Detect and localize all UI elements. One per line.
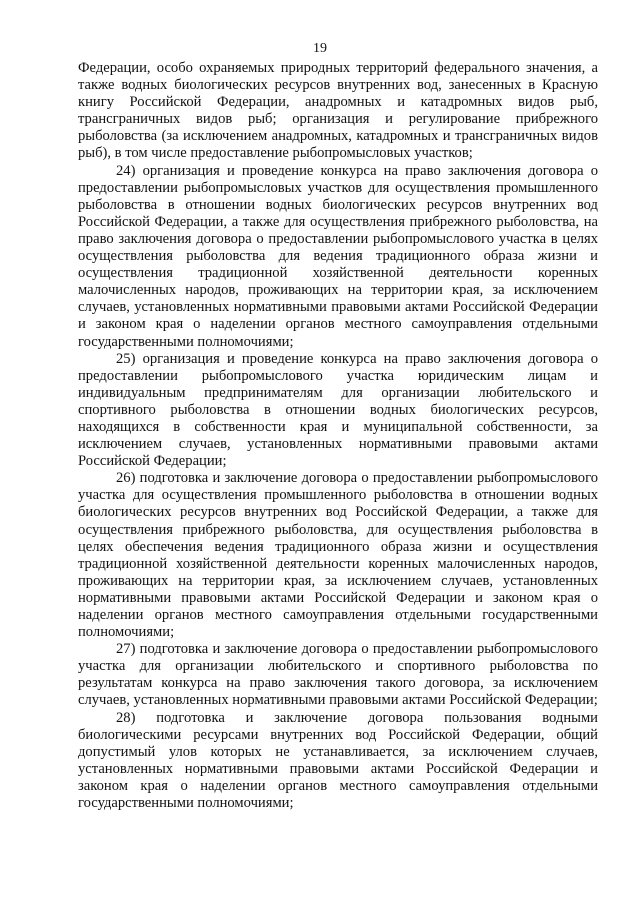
paragraph-item-26: 26) подготовка и заключение договора о предоставлении рыбопромыслового участка для осуществления промышленного рыболовства в отношении водных биологических ресурсов внутренних вод Российской Федерации, а также для осуществления прибрежного рыболовства, для осуществления рыболовства в целях обеспечения ведения традиционного образа жизни и осуществления традиционной хозяйственной деятельности коренных малочисленных народов, проживающих на территории края, за исключением случаев, установленных нормативными правовыми актами Российской Федерации и законом края о наделении органов местного самоуправления отдельными государственными полномочиями; [78, 470, 598, 641]
page-number: 19 [313, 41, 327, 56]
paragraph-item-27: 27) подготовка и заключение договора о предоставлении рыбопромыслового участка для организации любительского и спортивного рыболовства по результатам конкурса на право заключения такого договора, за исключением случаев, установленных нормативными правовыми актами Российской Федерации; [78, 641, 598, 709]
paragraph-item-24: 24) организация и проведение конкурса на право заключения договора о предоставлении рыбопромысловых участков для осуществления промышленного рыболовства в отношении водных биологических ресурсов внутренних вод Российской Федерации, а также для осуществления прибрежного рыболовства, на право заключения договора о предоставлении рыбопромыслового участка в целях осуществления рыболовства для ведения традиционного образа жизни и осуществления традиционной хозяйственной деятельности коренных малочисленных народов, проживающих на территории края, за исключением случаев, установленных нормативными правовыми актами Российской Федерации и законом края о наделении органов местного самоуправления отдельными государственными полномочиями; [78, 162, 598, 350]
paragraph-continuation: Федерации, особо охраняемых природных территорий федерального значения, а также водных биологических ресурсов внутренних вод, занесенных в Красную книгу Российской Федерации, анадромных и катадромных видов рыб, трансграничных видов рыб; организация и регулирование прибрежного рыболовства (за исключением анадромных, катадромных и трансграничных видов рыб), в том числе предоставление рыбопромысловых участков; [78, 60, 598, 162]
document-body [78, 60, 598, 812]
paragraph-item-28: 28) подготовка и заключение договора пользования водными биологическими ресурсами внутренних вод Российской Федерации, общий допустимый улов которых не устанавливается, за исключением случаев, установленных нормативными правовыми актами Российской Федерации и законом края о наделении органов местного самоуправления отдельными государственными полномочиями; [78, 709, 598, 812]
paragraph-item-25: 25) организация и проведение конкурса на право заключения договора о предоставлении рыбопромыслового участка юридическим лицам и индивидуальным предпринимателям для организации любительского и спортивного рыболовства в отношении водных биологических ресурсов, находящихся в собственности края и муниципальной собственности, за исключением случаев, установленных нормативными правовыми актами Российской Федерации; [78, 350, 598, 470]
